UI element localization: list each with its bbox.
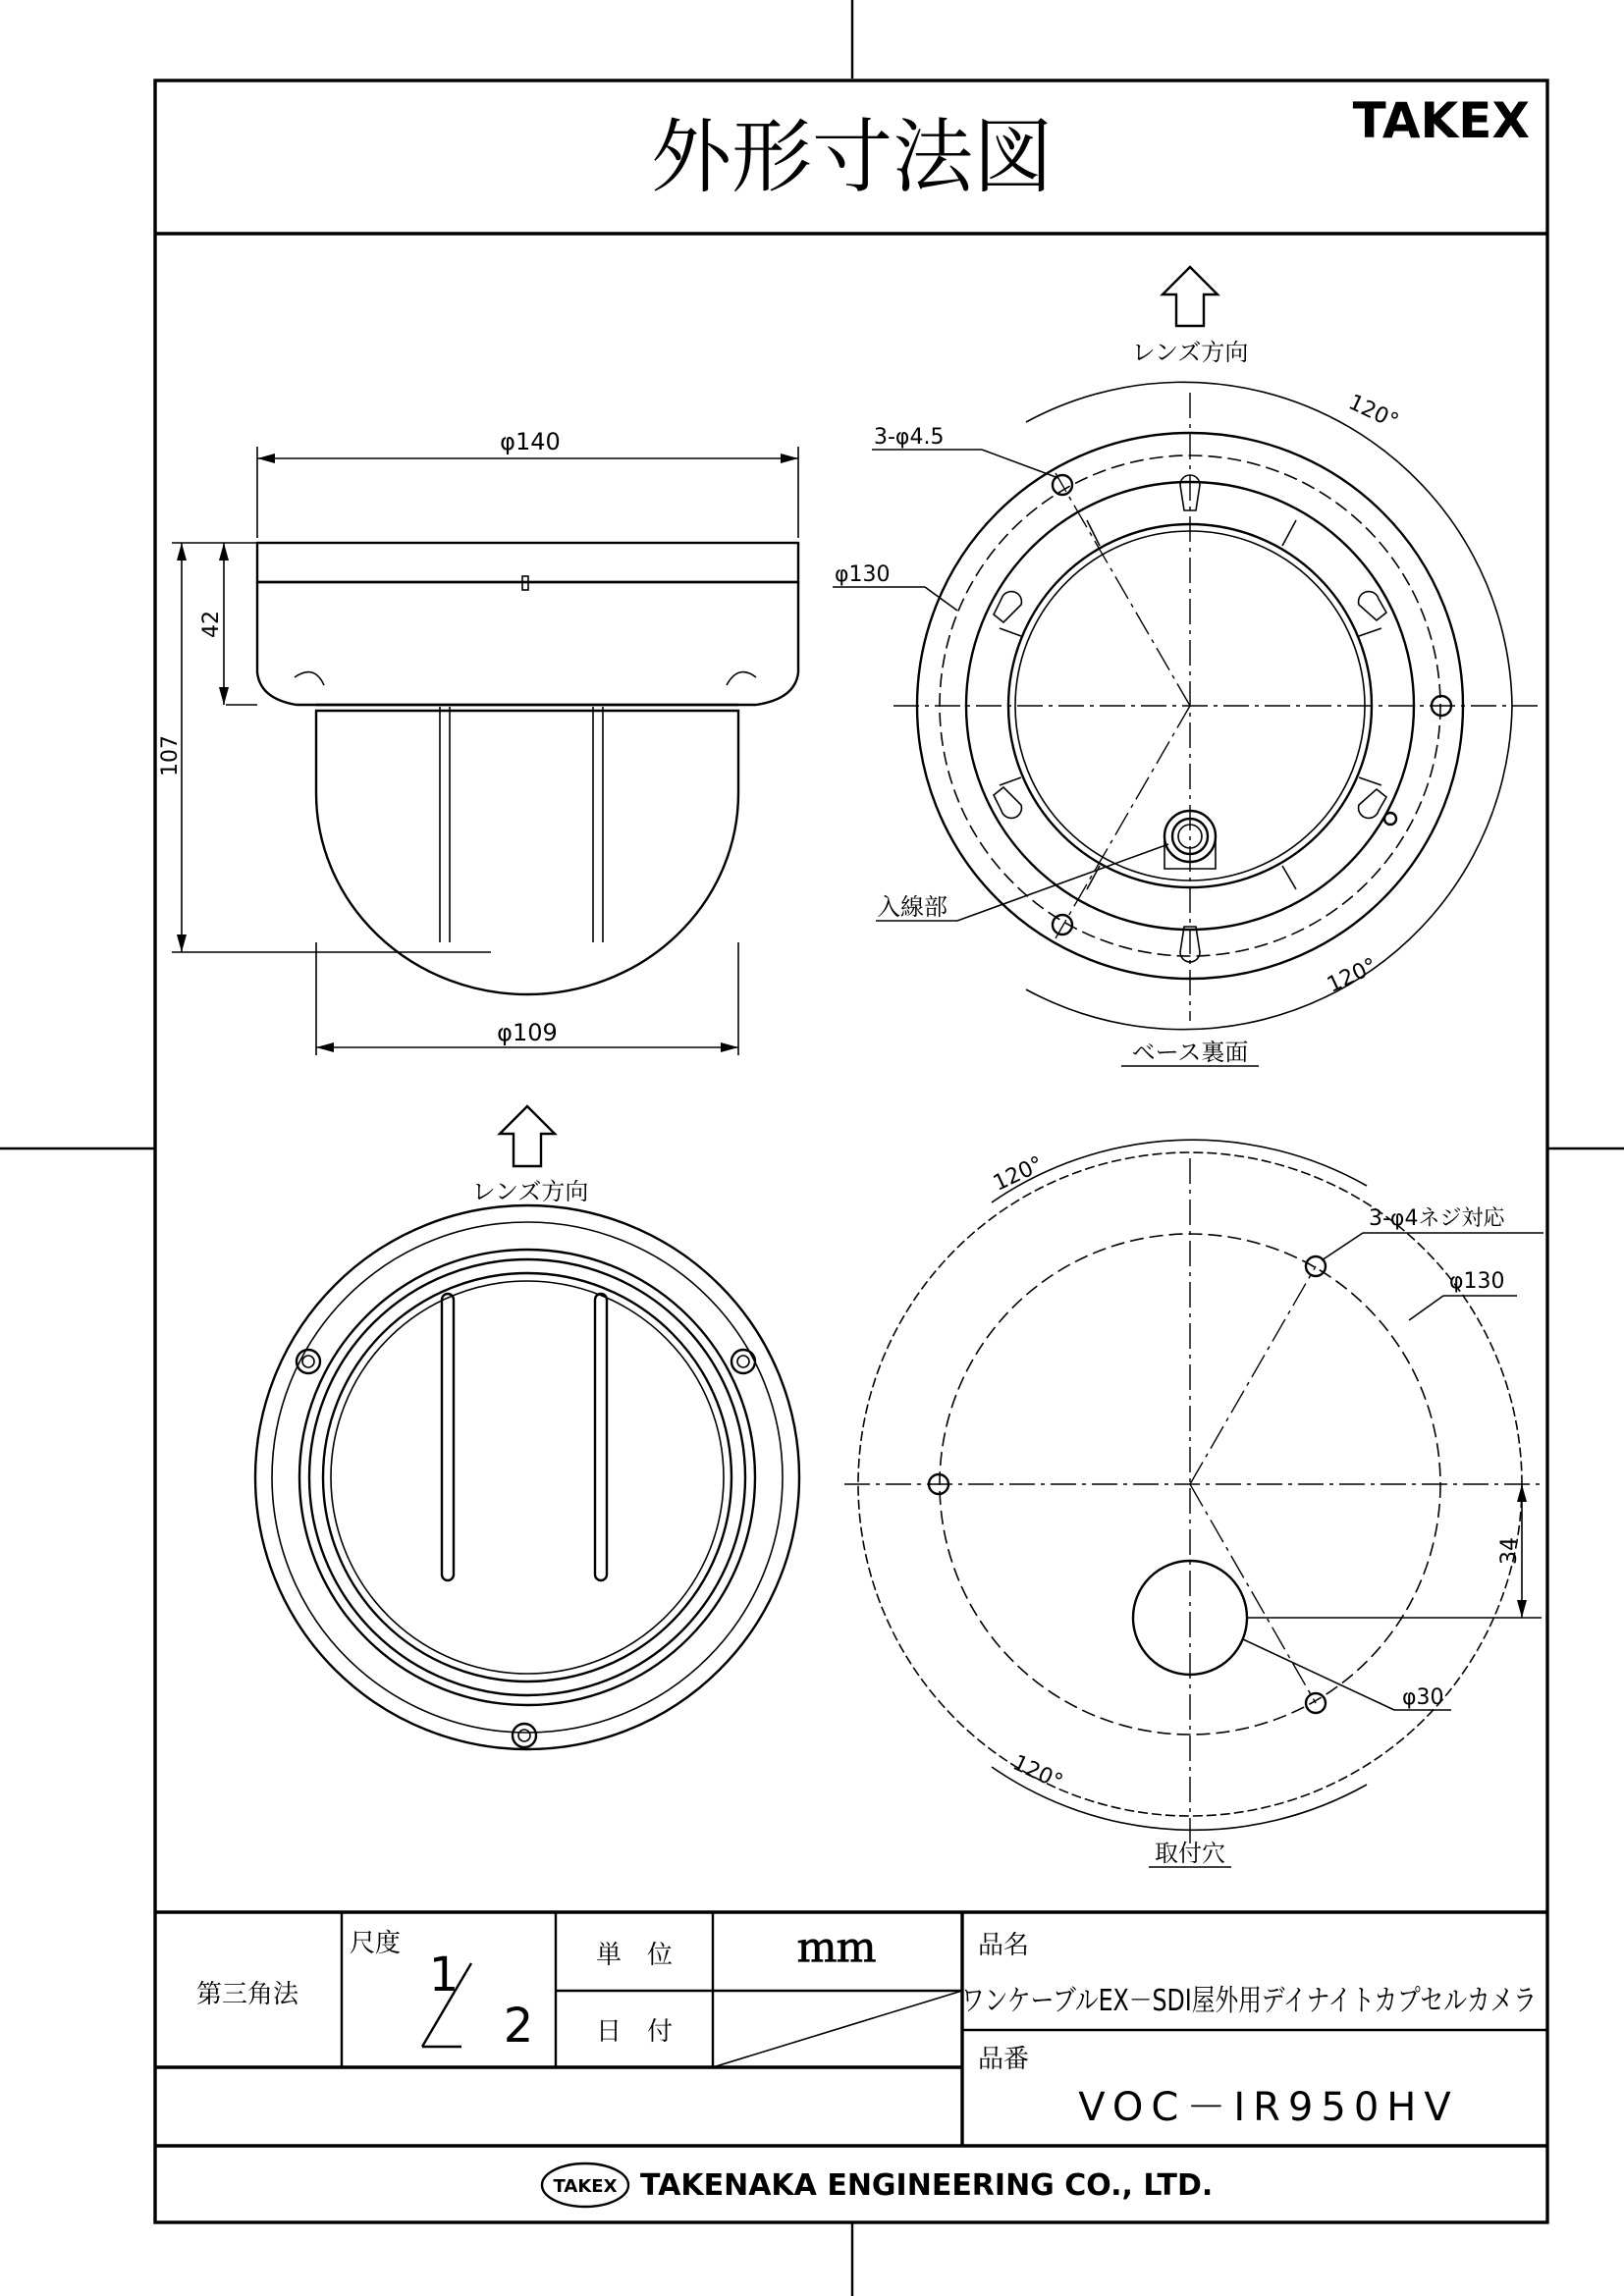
projection-method: 第三角法 <box>195 1980 299 2009</box>
lens-direction-arrow-2 <box>500 1106 555 1166</box>
angle-label-bottom-2: 120° <box>1008 1750 1067 1795</box>
offset-label: 34 <box>1497 1537 1522 1565</box>
scale-label: 尺度 <box>350 1929 402 1958</box>
lens-direction-arrow <box>1163 267 1218 326</box>
cable-hole-label: φ30 <box>1402 1685 1444 1710</box>
unit-label: 単 位 <box>595 1941 674 1970</box>
company-logo-text: TAKEX <box>553 2176 618 2197</box>
drawing-title: 外形寸法図 <box>650 111 1055 204</box>
mount-hole-caption: 取付穴 <box>1155 1840 1225 1867</box>
inlet-label: 入線部 <box>877 893 947 921</box>
ir-bar-right <box>595 1294 607 1580</box>
company-name: TAKENAKA ENGINEERING CO., LTD. <box>640 2168 1214 2203</box>
dim-label-height-base: 42 <box>199 611 224 638</box>
product-name: ワンケーブルEX－SDI屋外用デイナイトカプセルカメラ <box>961 1984 1537 2018</box>
dim-label-height-total: 107 <box>158 735 183 776</box>
screw-hole-label: 3-φ4ネジ対応 <box>1369 1206 1505 1231</box>
ir-bar-left <box>442 1294 454 1580</box>
dim-label-bottom: φ109 <box>497 1019 558 1046</box>
unit-value: ｍｍ <box>797 1926 876 1971</box>
date-label: 日 付 <box>595 2017 674 2047</box>
base-back-caption: ベース裏面 <box>1131 1039 1249 1066</box>
brand-logo: TAKEX <box>1352 92 1530 149</box>
lens-direction-label-bottom: レンズ方向 <box>471 1178 589 1205</box>
angle-arc-top-2 <box>989 1140 1367 1202</box>
hole-label: 3-φ4.5 <box>874 425 945 450</box>
pcd-label-2: φ130 <box>1449 1269 1505 1294</box>
scale-numerator: 1 <box>428 1948 460 2002</box>
front-screws <box>297 1350 755 1747</box>
angle-label-top-2: 120° <box>989 1151 1048 1197</box>
part-no-label: 品番 <box>978 2045 1030 2074</box>
angle-label-top: 120° <box>1344 390 1403 435</box>
pcd-label: φ130 <box>835 562 891 587</box>
lens-direction-label-top: レンズ方向 <box>1131 339 1249 366</box>
front-outer-ring <box>255 1205 799 1749</box>
base-back-view <box>833 267 1542 1066</box>
front-view <box>255 1106 799 1749</box>
angle-label-bottom: 120° <box>1323 953 1381 998</box>
part-number: VOC－IR950HV <box>1078 2085 1459 2130</box>
base-body <box>257 582 798 705</box>
product-name-label: 品名 <box>978 1931 1030 1960</box>
dim-label-top: φ140 <box>500 428 561 455</box>
sheet-frame <box>155 80 1547 2222</box>
screw-slots <box>295 672 756 685</box>
side-view <box>158 428 798 1055</box>
mount-hole-view <box>844 1140 1543 1867</box>
scale-denominator: 2 <box>503 1999 534 2054</box>
title-block <box>155 1912 1547 2207</box>
